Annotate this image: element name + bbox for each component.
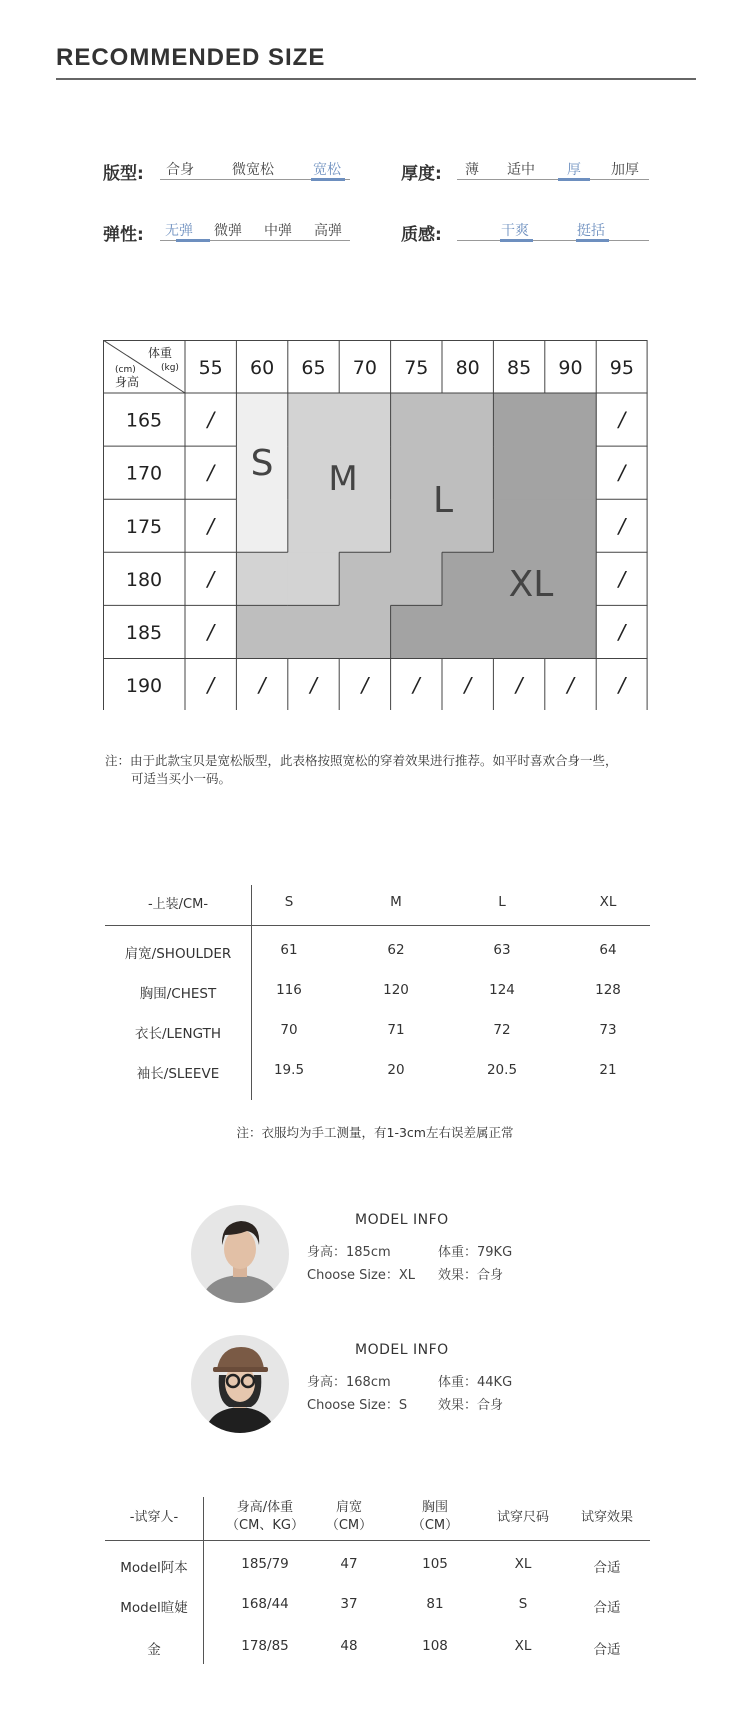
size-zone-xl xyxy=(442,552,494,606)
corner-weight-unit: (kg) xyxy=(161,363,179,373)
not-applicable-mark: / xyxy=(567,673,574,698)
table-cell: 21 xyxy=(599,1062,617,1078)
size-zone-xl xyxy=(493,393,545,447)
not-applicable-mark: / xyxy=(515,673,523,698)
try-row-name: Model暄婕 xyxy=(120,1600,188,1616)
avatar-female-illustration xyxy=(191,1335,289,1433)
size-label-xl: XL xyxy=(508,564,554,605)
table-cell: 178/85 xyxy=(241,1638,289,1654)
size-zone-xl xyxy=(545,393,597,447)
table-cell: 70 xyxy=(280,1022,298,1038)
size-recommendation-grid xyxy=(103,340,648,710)
size-label-s: S xyxy=(250,443,274,484)
weight-header: 75 xyxy=(404,357,429,379)
avatar-male-illustration xyxy=(191,1205,289,1303)
weight-header: 80 xyxy=(455,357,480,379)
thickness-option-thin: 薄 xyxy=(465,162,479,178)
height-label: 165 xyxy=(125,409,163,432)
table-cell: 48 xyxy=(340,1638,358,1654)
avatar-model-female xyxy=(191,1335,289,1433)
size-zone-l xyxy=(442,393,494,447)
elasticity-option-none: 无弹 xyxy=(165,223,193,239)
try-header-shoulder-line1: 肩宽 xyxy=(335,1500,362,1515)
table-cell: 20 xyxy=(387,1062,405,1078)
fit-selected-underline xyxy=(311,178,345,181)
model-effect: 效果：合身 xyxy=(438,1268,504,1283)
try-row-name: Model阿本 xyxy=(120,1560,188,1576)
size-zone-xl xyxy=(545,446,597,500)
model-info-title: MODEL INFO xyxy=(355,1342,449,1358)
row-label-chest: 胸围/CHEST xyxy=(139,986,217,1002)
weight-header: 65 xyxy=(301,357,326,379)
size-zone-xl xyxy=(545,605,597,659)
table-cell: 37 xyxy=(340,1596,358,1612)
model-weight: 体重：79KG xyxy=(438,1245,513,1260)
size-header-xl: XL xyxy=(599,894,617,910)
table-cell: 105 xyxy=(422,1556,448,1572)
size-zone-xl xyxy=(442,605,494,659)
table-cell: 168/44 xyxy=(241,1596,289,1612)
size-zone-xl xyxy=(493,446,545,500)
row-label-length: 衣长/LENGTH xyxy=(134,1026,222,1042)
try-table-vdivider xyxy=(203,1497,204,1664)
model-height: 身高：168cm xyxy=(307,1375,391,1390)
size-zone-s xyxy=(236,499,288,553)
try-on-table xyxy=(105,1497,650,1667)
row-label-shoulder: 肩宽/SHOULDER xyxy=(124,946,232,962)
elasticity-option-slight: 微弹 xyxy=(214,223,242,239)
try-header-chest-line1: 胸围 xyxy=(421,1500,448,1515)
avatar-model-male xyxy=(191,1205,289,1303)
size-zone-xl xyxy=(493,499,545,553)
size-header-l: L xyxy=(498,894,506,910)
try-header-height-weight xyxy=(213,1499,317,1535)
measurement-note: 注：衣服均为手工测量，有1-3cm左右误差属正常 xyxy=(236,1125,514,1140)
model-size: Choose Size：XL xyxy=(307,1268,415,1283)
loose-fit-note xyxy=(105,752,618,788)
weight-header: 55 xyxy=(198,357,223,379)
weight-header: 85 xyxy=(507,357,532,379)
height-label: 170 xyxy=(125,462,163,485)
table-cell: S xyxy=(518,1596,528,1612)
loose-fit-note-line2: 可适当买小一码。 xyxy=(131,771,232,786)
weight-header: 90 xyxy=(558,357,583,379)
corner-height-label: 身高 xyxy=(115,375,140,389)
try-header-size: 试穿尺码 xyxy=(496,1510,549,1525)
not-applicable-mark: / xyxy=(207,566,215,591)
height-label: 185 xyxy=(125,621,163,644)
table-cell: 120 xyxy=(383,982,409,998)
table-cell: 61 xyxy=(280,942,298,958)
table-cell: 73 xyxy=(599,1022,617,1038)
elasticity-label: 弹性: xyxy=(103,225,144,245)
size-zone-l xyxy=(391,552,443,606)
row-label-sleeve: 袖长/SLEEVE xyxy=(136,1066,220,1082)
texture-selected-underline-crisp xyxy=(576,239,609,242)
size-zone-l xyxy=(288,605,340,659)
size-zone-l xyxy=(391,393,443,447)
fit-option-loose: 宽松 xyxy=(313,162,341,178)
table-cell: 81 xyxy=(426,1596,444,1612)
not-applicable-mark: / xyxy=(361,673,369,698)
try-header-shoulder-line2: （CM） xyxy=(325,1518,373,1533)
thickness-option-medium: 适中 xyxy=(507,162,535,178)
table-cell: 合适 xyxy=(593,1642,621,1658)
not-applicable-mark: / xyxy=(618,407,626,432)
height-label: 180 xyxy=(125,568,163,591)
elasticity-option-high: 高弹 xyxy=(314,223,342,239)
measurement-table-hdivider xyxy=(105,925,650,926)
not-applicable-mark: / xyxy=(207,460,215,485)
size-zone-l xyxy=(339,552,391,606)
model-size: Choose Size：S xyxy=(307,1398,408,1413)
thickness-option-thick: 厚 xyxy=(567,162,581,178)
try-table-hdivider xyxy=(105,1540,650,1541)
table-cell: 63 xyxy=(493,942,511,958)
title-divider xyxy=(56,78,696,80)
not-applicable-mark: / xyxy=(310,673,317,698)
table-cell: XL xyxy=(514,1556,532,1572)
not-applicable-mark: / xyxy=(464,673,472,698)
not-applicable-mark: / xyxy=(618,460,626,485)
fit-label: 版型: xyxy=(103,164,144,184)
elasticity-selected-underline xyxy=(176,239,210,242)
try-header-person: -试穿人- xyxy=(129,1510,179,1525)
table-cell: 20.5 xyxy=(486,1062,518,1078)
texture-selected-underline-dry xyxy=(500,239,533,242)
not-applicable-mark: / xyxy=(618,566,626,591)
height-label: 190 xyxy=(125,675,163,698)
thickness-line xyxy=(457,179,649,180)
model-info-title: MODEL INFO xyxy=(355,1212,449,1228)
size-zone-m xyxy=(288,552,340,606)
table-cell: 合适 xyxy=(593,1560,621,1576)
not-applicable-mark: / xyxy=(412,673,420,698)
not-applicable-mark: / xyxy=(207,673,215,698)
table-cell: XL xyxy=(514,1638,532,1654)
size-zone-m xyxy=(236,552,288,606)
texture-option-crisp: 挺括 xyxy=(577,223,605,239)
table-cell: 108 xyxy=(422,1638,448,1654)
not-applicable-mark: / xyxy=(207,407,215,432)
size-zone-s xyxy=(236,393,288,447)
size-label-l: L xyxy=(432,480,454,521)
not-applicable-mark: / xyxy=(258,673,266,698)
texture-option-dry: 干爽 xyxy=(501,223,529,239)
table-cell: 47 xyxy=(340,1556,358,1572)
fit-option-fitted: 合身 xyxy=(166,162,194,178)
size-header-s: S xyxy=(284,894,294,910)
weight-header: 95 xyxy=(609,357,634,379)
not-applicable-mark: / xyxy=(618,619,626,644)
try-header-effect: 试穿效果 xyxy=(580,1510,633,1525)
measurement-table xyxy=(105,885,650,1100)
model-weight: 体重：44KG xyxy=(438,1375,513,1390)
table-cell: 71 xyxy=(387,1022,405,1038)
size-zone-m xyxy=(288,393,340,447)
try-header-height-weight-line1: 身高/体重 xyxy=(236,1500,294,1515)
size-zone-m xyxy=(339,499,391,553)
page-title: RECOMMENDED SIZE xyxy=(56,44,326,71)
size-zone-l xyxy=(339,605,391,659)
table-cell: 124 xyxy=(489,982,515,998)
size-zone-xl xyxy=(545,499,597,553)
size-zone-l xyxy=(236,605,288,659)
not-applicable-mark: / xyxy=(618,513,626,538)
table-cell: 64 xyxy=(599,942,617,958)
model-effect: 效果：合身 xyxy=(438,1398,504,1413)
corner-height-unit: (cm) xyxy=(115,365,136,375)
table-cell: 合适 xyxy=(593,1600,621,1616)
table-cell: 116 xyxy=(276,982,302,998)
size-zone-xl xyxy=(493,605,545,659)
fit-option-slightly-loose: 微宽松 xyxy=(232,162,274,178)
not-applicable-mark: / xyxy=(207,513,215,538)
table-cell: 185/79 xyxy=(241,1556,289,1572)
try-header-shoulder xyxy=(319,1499,379,1535)
size-zone-m xyxy=(339,393,391,447)
elasticity-option-medium: 中弹 xyxy=(264,223,292,239)
size-zone-xl xyxy=(391,605,443,659)
corner-weight-label: 体重 xyxy=(148,346,173,360)
table-cell: 72 xyxy=(493,1022,511,1038)
thickness-label: 厚度: xyxy=(401,164,442,184)
weight-header: 60 xyxy=(250,357,275,379)
thickness-option-extra-thick: 加厚 xyxy=(611,162,639,178)
loose-fit-note-line1: 注：由于此款宝贝是宽松版型，此表格按照宽松的穿着效果进行推荐。如平时喜欢合身一些， xyxy=(105,753,618,768)
weight-header: 70 xyxy=(352,357,377,379)
texture-line xyxy=(457,240,649,241)
table-cell: 62 xyxy=(387,942,405,958)
size-header-m: M xyxy=(390,894,402,910)
try-header-chest xyxy=(405,1499,465,1535)
texture-label: 质感: xyxy=(401,225,442,245)
try-header-height-weight-line2: （CM、KG） xyxy=(226,1518,304,1533)
thickness-selected-underline xyxy=(558,178,590,181)
size-label-m: M xyxy=(328,459,358,499)
try-header-chest-line2: （CM） xyxy=(411,1518,459,1533)
try-row-name: 金 xyxy=(147,1642,161,1658)
height-label: 175 xyxy=(125,515,163,538)
table-cell: 128 xyxy=(595,982,621,998)
not-applicable-mark: / xyxy=(207,619,215,644)
model-height: 身高：185cm xyxy=(307,1245,391,1260)
size-zone-m xyxy=(288,499,340,553)
not-applicable-mark: / xyxy=(618,673,626,698)
table-cell: 19.5 xyxy=(273,1062,305,1078)
measurement-table-corner: -上装/CM- xyxy=(147,897,209,912)
